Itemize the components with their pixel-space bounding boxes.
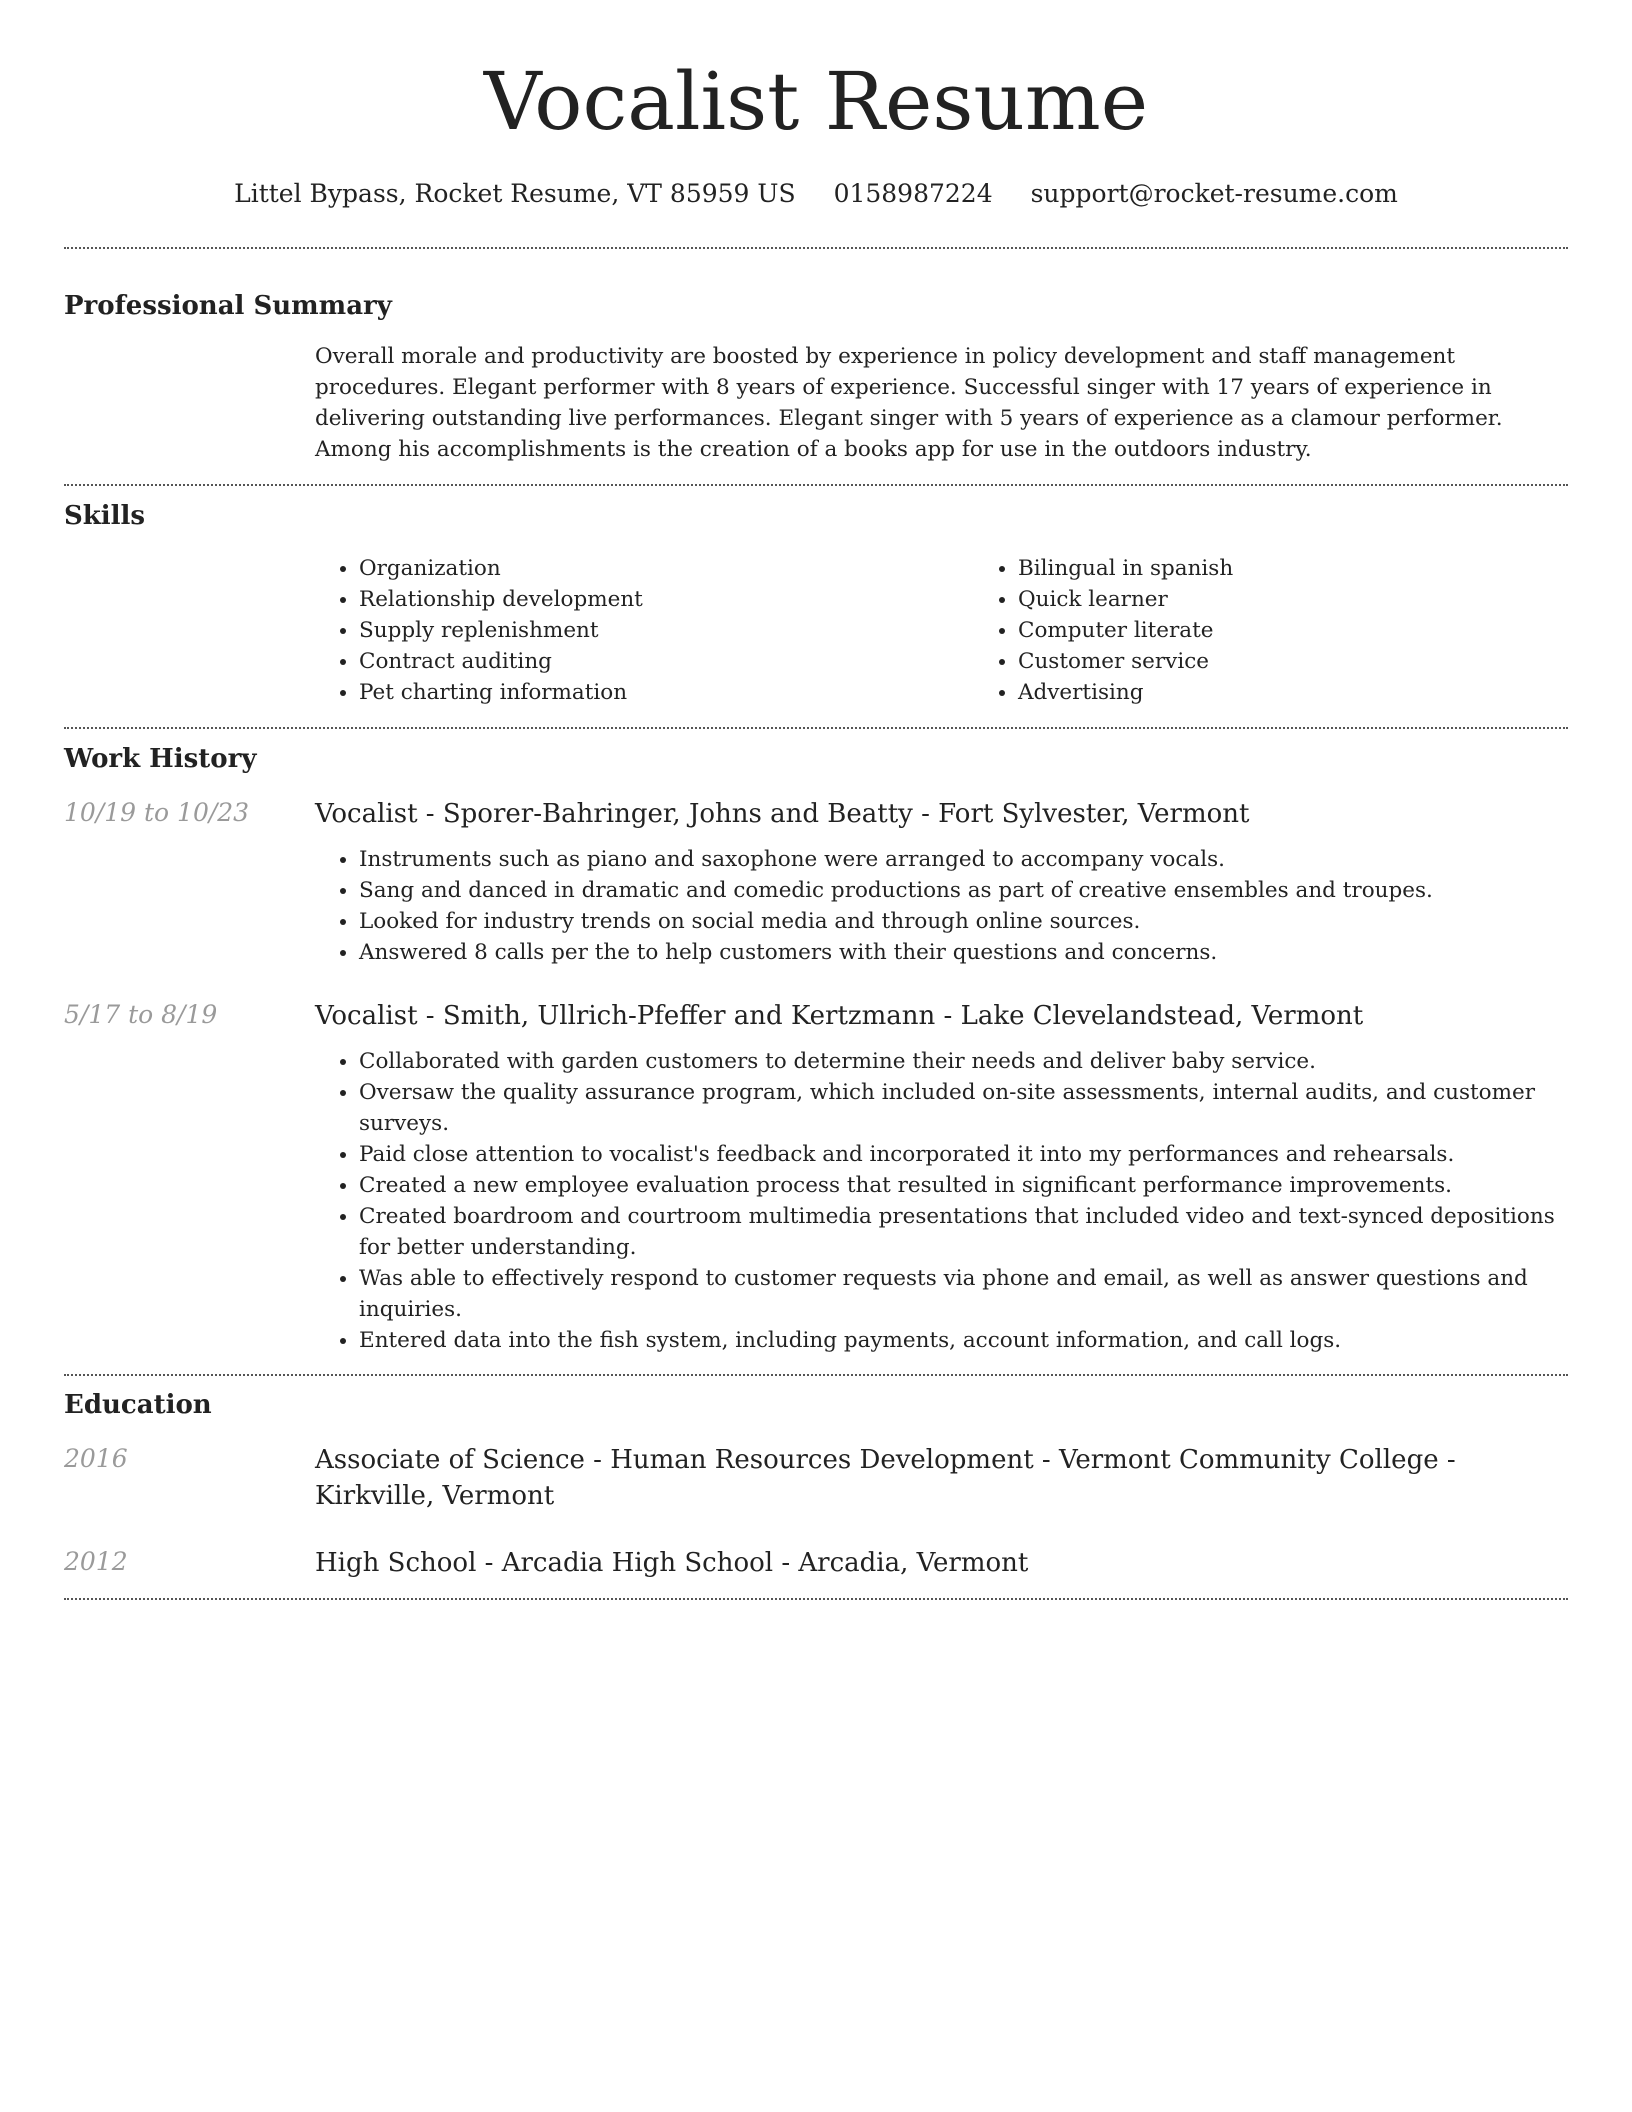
job-bullet: • Answered 8 calls per the to help customers with their questions and concerns. <box>359 937 1568 968</box>
job-heading <box>315 998 1568 1034</box>
job-bullet: • Sang and danced in dramatic and comedic productions as part of creative ensembles and troupes. <box>359 875 1568 906</box>
skills-list-right <box>974 553 1632 708</box>
section-title-skills: Skills <box>64 501 146 531</box>
job-bullet: • Paid close attention to vocalist's feedback and incorporated it into my performances and rehearsals. <box>359 1139 1568 1170</box>
job-bullet: • Created a new employee evaluation process that resulted in significant performance improvements. <box>359 1170 1568 1201</box>
summary-section <box>64 289 1568 465</box>
education-school: - Vermont Community College - Kirkville, Vermont <box>315 1445 1456 1511</box>
job-heading <box>315 796 1568 832</box>
divider <box>64 484 1568 486</box>
divider <box>64 1598 1568 1600</box>
skill-item: • Bilingual in spanish <box>1018 553 1632 584</box>
job-entry <box>64 998 1568 1356</box>
summary-text: Overall morale and productivity are boosted by experience in policy development and staff management procedures. Elegant performer with 8 years of experience. Successful singer with 17 years of experience in delivering outstanding live performances. Elegant singer with 5 years of experience as a clamour performer. Among his accomplishments is the creation of a books app for use in the outdoors industry. <box>315 344 1503 462</box>
job-bullet: • Looked for industry trends on social media and through online sources. <box>359 906 1568 937</box>
education-degree: High School <box>315 1548 477 1578</box>
job-employer: - Sporer-Bahringer, Johns and Beatty - Fort Sylvester, Vermont <box>417 799 1250 829</box>
contact-email: support@rocket-resume.com <box>1030 179 1398 208</box>
skill-item: • Customer service <box>1018 646 1632 677</box>
contact-line <box>64 178 1568 210</box>
skills-list-left <box>315 553 974 708</box>
job-entry <box>64 796 1568 968</box>
skills-section <box>64 499 1568 708</box>
section-title-work: Work History <box>64 744 257 774</box>
skill-item: • Advertising <box>1018 677 1632 708</box>
skill-item: • Supply replenishment <box>359 615 974 646</box>
work-section <box>64 742 1568 1356</box>
job-bullet: • Created boardroom and courtroom multimedia presentations that included video and text-synced depositions for better understanding. <box>359 1201 1568 1263</box>
job-bullet: • Oversaw the quality assurance program, which included on-site assessments, internal audits, and customer surveys. <box>359 1077 1568 1139</box>
education-year: 2016 <box>64 1444 128 1473</box>
contact-phone: 0158987224 <box>833 179 993 208</box>
job-bullet: • Entered data into the fish system, including payments, account information, and call logs. <box>359 1325 1568 1356</box>
education-entry <box>64 1545 1568 1581</box>
education-section <box>64 1388 1568 1581</box>
job-employer: - Smith, Ullrich-Pfeffer and Kertzmann - Lake Clevelandstead, Vermont <box>417 1001 1364 1031</box>
skill-item: • Contract auditing <box>359 646 974 677</box>
education-entry <box>64 1442 1568 1514</box>
job-bullet: • Collaborated with garden customers to determine their needs and deliver baby service. <box>359 1046 1568 1077</box>
job-bullets <box>315 844 1568 968</box>
divider <box>64 1374 1568 1376</box>
divider <box>64 727 1568 729</box>
skill-item: • Computer literate <box>1018 615 1632 646</box>
education-heading <box>315 1545 1568 1581</box>
skill-item: • Quick learner <box>1018 584 1632 615</box>
resume-header <box>64 0 1568 210</box>
job-dates: 5/17 to 8/19 <box>64 1000 218 1029</box>
education-heading <box>315 1442 1568 1514</box>
job-dates: 10/19 to 10/23 <box>64 798 250 827</box>
job-bullet: • Instruments such as piano and saxophone were arranged to accompany vocals. <box>359 844 1568 875</box>
resume-title: Vocalist Resume <box>483 55 1149 148</box>
job-title: Vocalist <box>315 799 418 829</box>
divider <box>64 247 1568 249</box>
section-title-summary: Professional Summary <box>64 291 392 321</box>
skill-item: • Organization <box>359 553 974 584</box>
skill-item: • Relationship development <box>359 584 974 615</box>
education-degree: Associate of Science - Human Resources Development <box>315 1445 1034 1475</box>
education-year: 2012 <box>64 1547 128 1576</box>
skill-item: • Pet charting information <box>359 677 974 708</box>
job-bullet: • Was able to effectively respond to customer requests via phone and email, as well as answer questions and inquiries. <box>359 1263 1568 1325</box>
job-bullets <box>315 1046 1568 1356</box>
section-title-education: Education <box>64 1390 212 1420</box>
contact-address: Littel Bypass, Rocket Resume, VT 85959 US <box>234 179 796 208</box>
education-school: - Arcadia High School - Arcadia, Vermont <box>476 1548 1029 1578</box>
job-title: Vocalist <box>315 1001 418 1031</box>
